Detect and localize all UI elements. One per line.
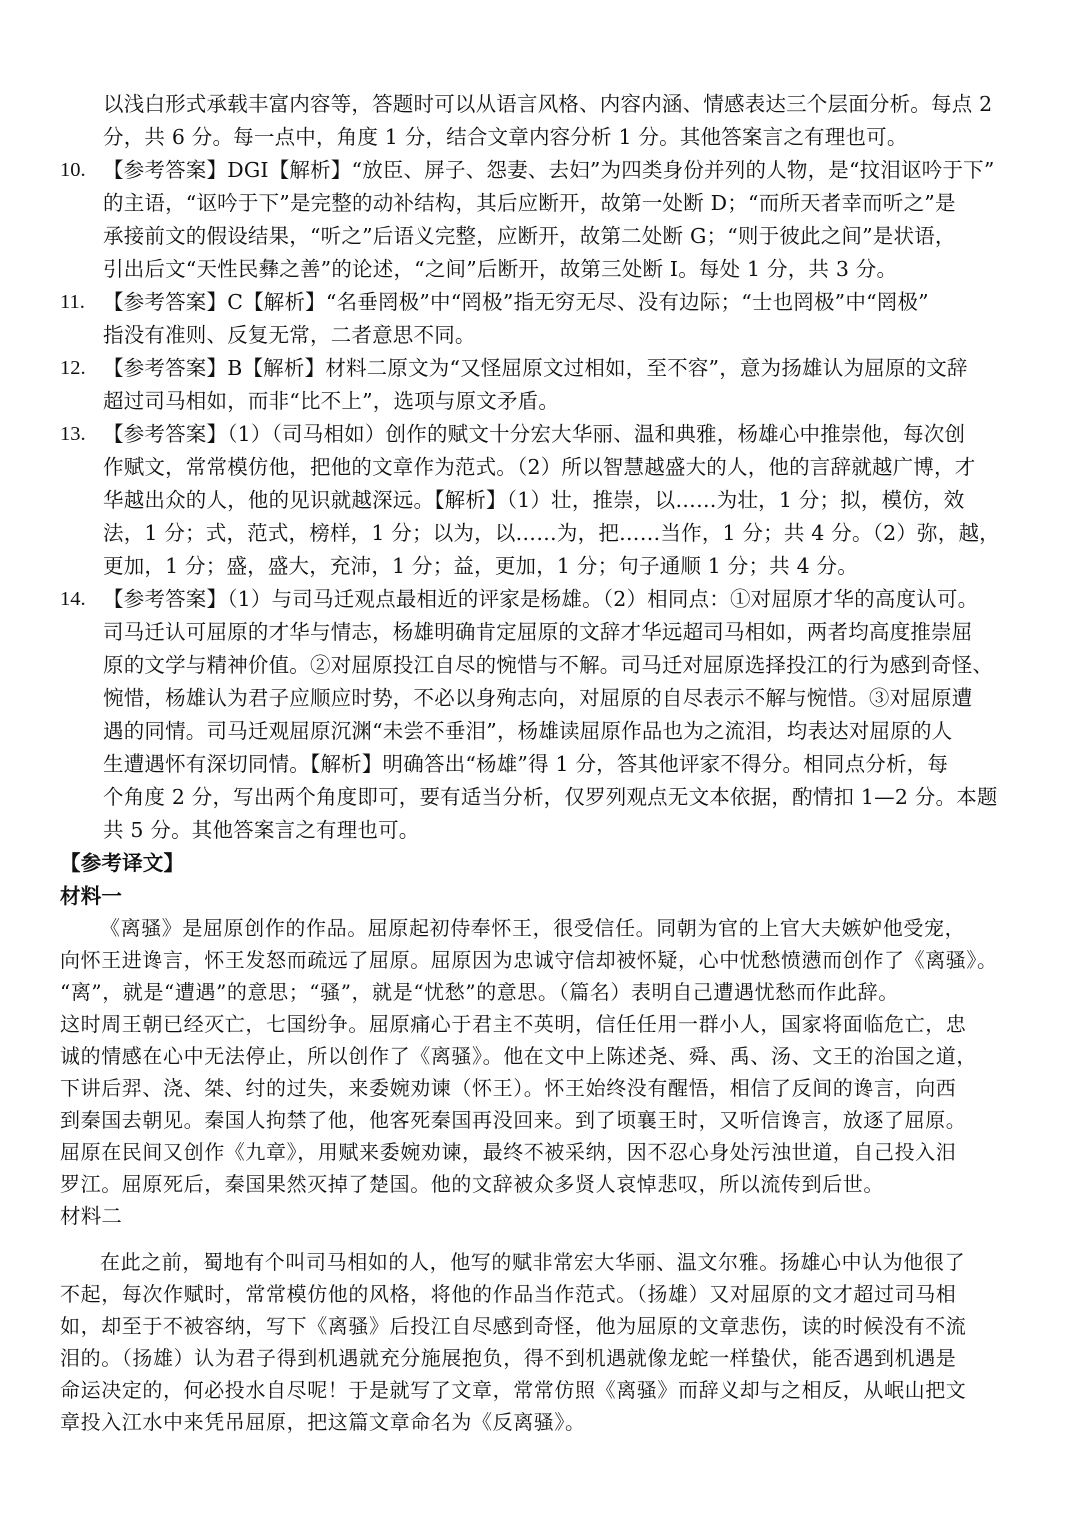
answer-line: 承接前文的假设结果，“听之”后语义完整，应断开，故第二处断 G；“则于彼此之间”是状语， [103, 224, 956, 248]
continuation-line: 以浅白形式承载丰富内容等，答题时可以从语言风格、内容内涵、情感表达三个层面分析。每点 2 [103, 92, 993, 116]
answer-number: 10. [60, 159, 86, 181]
material-title: 材料二 [60, 1204, 123, 1228]
answer-line: 【参考答案】（1）与司马迁观点最相近的评家是杨雄。（2）相同点：①对屈原才华的高度认可。 [103, 587, 979, 611]
answer-number: 14. [60, 588, 86, 610]
translation-line: 命运决定的，何必投水自尽呢！于是就写了文章，常常仿照《离骚》而辞义却与之相反，从岷山把文 [60, 1378, 967, 1402]
continuation-line: 分，共 6 分。每一点中，角度 1 分，结合文章内容分析 1 分。其他答案言之有理也可。 [103, 125, 908, 149]
answer-line: 引出后文“天性民彝之善”的论述，“之间”后断开，故第三处断 I。每处 1 分，共 3 分。 [103, 257, 898, 281]
translation-line: “离”，就是“遭遇”的意思；“骚”，就是“忧愁”的意思。（篇名）表明自己遭遇忧愁而作此辞。 [60, 980, 899, 1004]
translation-line: 向怀王进谗言，怀王发怒而疏远了屈原。屈原因为忠诚守信却被怀疑，心中忧愁愤懑而创作了《离骚》。 [60, 948, 998, 972]
answer-line: 华越出众的人，他的见识就越深远。【解析】（1）壮，推崇，以……为壮，1 分；拟，模仿，效 [103, 488, 965, 512]
answer-line: 遇的同情。司马迁观屈原沉渊“未尝不垂泪”，杨雄读屈原作品也为之流泪，均表达对屈原的人 [103, 719, 953, 743]
answer-number: 11. [60, 291, 85, 313]
translation-heading: 【参考译文】 [60, 851, 185, 875]
translation-line: 屈原在民间又创作《九章》，用赋来委婉劝谏，最终不被采纳，因不忍心身处污浊世道，自己投入汨 [60, 1140, 957, 1164]
translation-line: 如，却至于不被容纳，写下《离骚》后投江自尽感到奇怪，他为屈原的文章悲伤，读的时候没有不流 [60, 1314, 967, 1338]
answer-line: 【参考答案】（1）（司马相如）创作的赋文十分宏大华丽、温和典雅，杨雄心中推崇他，每次创 [103, 422, 966, 446]
translation-line: 诚的情感在心中无法停止，所以创作了《离骚》。他在文中上陈述尧、舜、禹、汤、文王的治国之道， [60, 1044, 977, 1068]
translation-line: 不起，每次作赋时，常常模仿他的风格，将他的作品当作范式。（扬雄）又对屈原的文才超过司马相 [60, 1282, 957, 1306]
translation-line: 章投入江水中来凭吊屈原，把这篇文章命名为《反离骚》。 [60, 1410, 586, 1434]
translation-line: 罗江。屈原死后，秦国果然灭掉了楚国。他的文辞被众多贤人哀悼悲叹，所以流传到后世。 [60, 1172, 884, 1196]
translation-line: 这时周王朝已经灭亡，七国纷争。屈原痛心于君主不英明，信任任用一群小人，国家将面临危亡，忠 [60, 1012, 967, 1036]
answer-number: 13. [60, 423, 86, 445]
answer-line: 生遭遇怀有深切同情。【解析】明确答出“杨雄”得 1 分，答其他评家不得分。相同点分析，每 [103, 752, 949, 776]
answer-line: 法，1 分；式，范式，榜样，1 分；以为，以……为，把……当作，1 分；共 4 分。（2）弥，越， [103, 521, 1000, 545]
translation-line: 《离骚》是屈原创作的作品。屈原起初侍奉怀王，很受信任。同朝为官的上官大夫嫉妒他受宠， [100, 916, 966, 940]
answer-line: 指没有准则、反复无常，二者意思不同。 [103, 323, 476, 347]
answer-line: 【参考答案】DGI【解析】“放臣、屏子、怨妻、去妇”为四类身份并列的人物，是“抆泪讴吟于下” [103, 158, 995, 182]
answer-line: 的主语，“讴吟于下”是完整的动补结构，其后应断开，故第一处断 D；“而所天者幸而听之”是 [103, 191, 956, 215]
answer-line: 【参考答案】C【解析】“名垂罔极”中“罔极”指无穷无尽、没有边际；“士也罔极”中“罔极” [103, 290, 929, 314]
answer-line: 原的文学与精神价值。②对屈原投江自尽的惋惜与不解。司马迁对屈原选择投江的行为感到奇怪、 [103, 653, 994, 677]
translation-line: 在此之前，蜀地有个叫司马相如的人，他写的赋非常宏大华丽、温文尔雅。扬雄心中认为他很了 [100, 1250, 966, 1274]
answer-line: 共 5 分。其他答案言之有理也可。 [103, 818, 420, 842]
answer-number: 12. [60, 357, 86, 379]
translation-line: 到秦国去朝见。秦国人拘禁了他，他客死秦国再没回来。到了顷襄王时，又听信谗言，放逐了屈原。 [60, 1108, 967, 1132]
translation-line: 泪的。（扬雄）认为君子得到机遇就充分施展抱负，得不到机遇就像龙蛇一样蛰伏，能否遇到机遇是 [60, 1346, 957, 1370]
answer-line: 惋惜，杨雄认为君子应顺应时势，不必以身殉志向，对屈原的自尽表示不解与惋惜。③对屈原遭 [103, 686, 973, 710]
answer-line: 更加，1 分；盛，盛大，充沛，1 分；益，更加，1 分；句子通顺 1 分；共 4 分。 [103, 554, 858, 578]
answer-line: 超过司马相如，而非“比不上”，选项与原文矛盾。 [103, 389, 560, 413]
answer-line: 【参考答案】B【解析】材料二原文为“又怪屈原文过相如，至不容”，意为扬雄认为屈原的文辞 [103, 356, 968, 380]
answer-line: 司马迁认可屈原的才华与情志，杨雄明确肯定屈原的文辞才华远超司马相如，两者均高度推崇屈 [103, 620, 973, 644]
answer-line: 作赋文，常常模仿他，把他的文章作为范式。（2）所以智慧越盛大的人，他的言辞就越广博，才 [103, 455, 976, 479]
answer-line: 个角度 2 分，写出两个角度即可，要有适当分析，仅罗列观点无文本依据，酌情扣 1—2 分。本题 [103, 785, 998, 809]
translation-line: 下讲后羿、浇、桀、纣的过失，来委婉劝谏（怀王）。怀王始终没有醒悟，相信了反间的谗言，向西 [60, 1076, 957, 1100]
material-title: 材料一 [60, 884, 123, 908]
